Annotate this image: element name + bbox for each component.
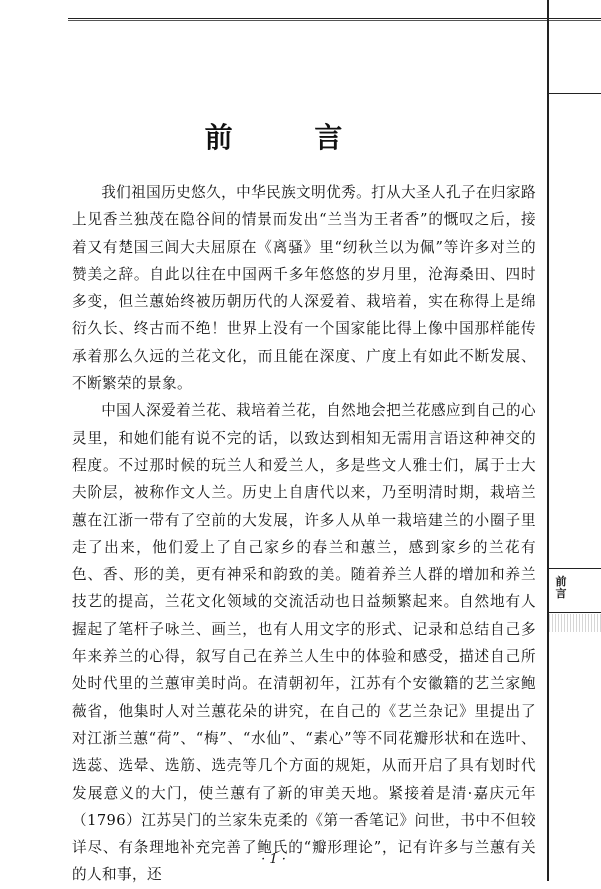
header-rule [68,18,601,19]
paragraph: 我们祖国历史悠久，中华民族文明优秀。打从大圣人孔子在归家路上见香兰独茂在隐谷间的情景而发出“兰当为王者香”的慨叹之后，接着又有楚国三闾大夫屈原在《离骚》里“纫秋兰以为佩”等许多对兰的赞美之辞。自此以往在中国两千多年悠悠的岁月里，沧海桑田、四时多变，但兰蕙始终被历朝历代的人深爱着、栽培着，实在称得上是绵衍久长、终古而不绝！世界上没有一个国家能比得上像中国那样能传承着那么久远的兰花文化，而且能在深度、广度上有如此不断发展、不断繁荣的景象。 [72,184,537,393]
margin-rule [547,0,549,881]
thumb-tab-label: 前言 [555,575,567,600]
thumb-tab-rule-mid [547,568,601,569]
header-rule-secondary [68,20,601,21]
thumb-tab-rule-top [547,93,601,94]
thumb-tab-rule-bottom [547,612,601,613]
body-text [72,179,536,889]
paragraph: 中国人深爱着兰花、栽培着兰花，自然地会把兰花感应到自己的心灵里，和她们能有说不完的话，以致达到相知无需用言语这种神交的程度。不过那时候的玩兰人和爱兰人，多是些文人雅士们，属于士大夫阶层，被称作文人兰。历史上自唐代以来，乃至明清时期，栽培兰蕙在江浙一带有了空前的大发展，许多人从单一栽培建兰的小圈子里走了出来，他们爱上了自己家乡的春兰和蕙兰，感到家乡的兰花有色、香、形的美，更有神采和韵致的美。随着养兰人群的增加和养兰技艺的提高，兰花文化领域的交流活动也日益频繁起来。自然地有人握起了笔杆子咏兰、画兰，也有人用文字的形式、记录和总结自己多年来养兰的心得，叙写自己在养兰人生中的体验和感受，描述自己所处时代里的兰蕙审美时尚。在清朝初年，江苏有个安徽籍的艺兰家鲍薇省，他集时人对兰蕙花朵的讲究，在自己的《艺兰杂记》里提出了对江浙兰蕙“荷”、“梅”、“水仙”、“素心”等不同花瓣形状和在选叶、选蕊、选晕、选筋、选壳等几个方面的规矩，从而开启了具有划时代发展意义的大门，使兰蕙有了新的审美天地。紧接着是清·嘉庆元年（1796）江苏吴门的兰家朱克柔的《第一香笔记》问世，书中不但较详尽、有条理地补充完善了鲍氏的“瓣形理论”，记有许多与兰蕙有关的人和事，还 [72,402,537,884]
page-title: 前 言 [204,121,379,154]
page-number: · 1 · [261,852,286,867]
thumb-tab-texture [549,614,601,632]
